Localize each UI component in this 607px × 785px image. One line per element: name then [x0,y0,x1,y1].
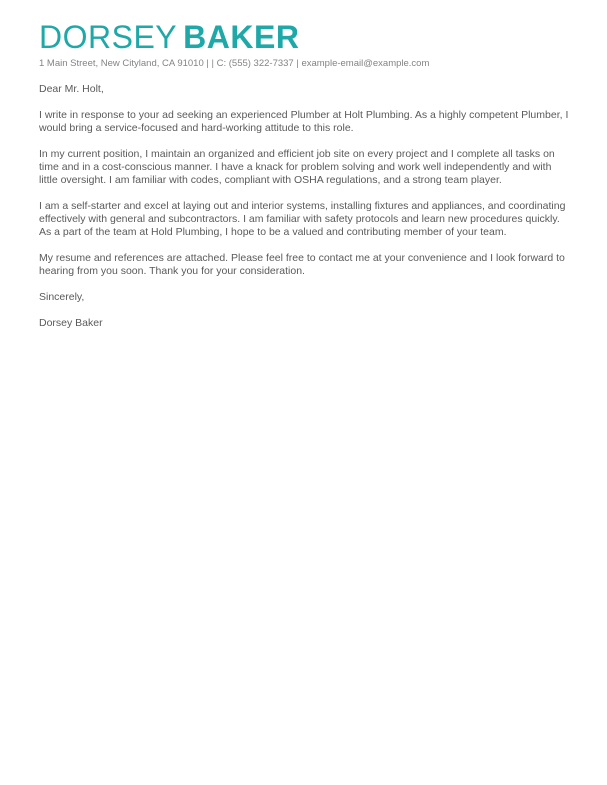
cover-letter [39,20,571,343]
contact-info-line: 1 Main Street, New Cityland, CA 91010 | | C: (555) 322-7337 | example-email@example.com [39,58,430,69]
letter-header [39,20,571,70]
greeting: Dear Mr. Holt, [39,83,104,95]
signature-name: Dorsey Baker [39,317,103,329]
letter-body [39,83,571,330]
candidate-first-name: DORSEY [39,19,178,55]
paragraph-4: My resume and references are attached. Please feel free to contact me at your convenience and I look forward to hearing from you soon. Thank you for your consideration. [39,252,565,277]
candidate-last-name: BAKER [183,19,300,55]
candidate-name [39,20,571,54]
paragraph-1: I write in response to your ad seeking an experienced Plumber at Holt Plumbing. As a highly competent Plumber, I would bring a service-focused and hard-working attitude to this role. [39,109,569,134]
paragraph-3: I am a self-starter and excel at laying out and interior systems, installing fixtures and appliances, and coordinating effectively with general and subcontractors. I am familiar with safety protocols and learn new procedures quickly. As a part of the team at Hold Plumbing, I hope to be a valued and contributing member of your team. [39,200,566,238]
closing: Sincerely, [39,291,85,303]
paragraph-2: In my current position, I maintain an organized and efficient job site on every project and I complete all tasks on time and in a cost-conscious manner. I have a knack for problem solving and work well independently and with little oversight. I am familiar with codes, compliant with OSHA regulations, and a strong team player. [39,148,555,186]
